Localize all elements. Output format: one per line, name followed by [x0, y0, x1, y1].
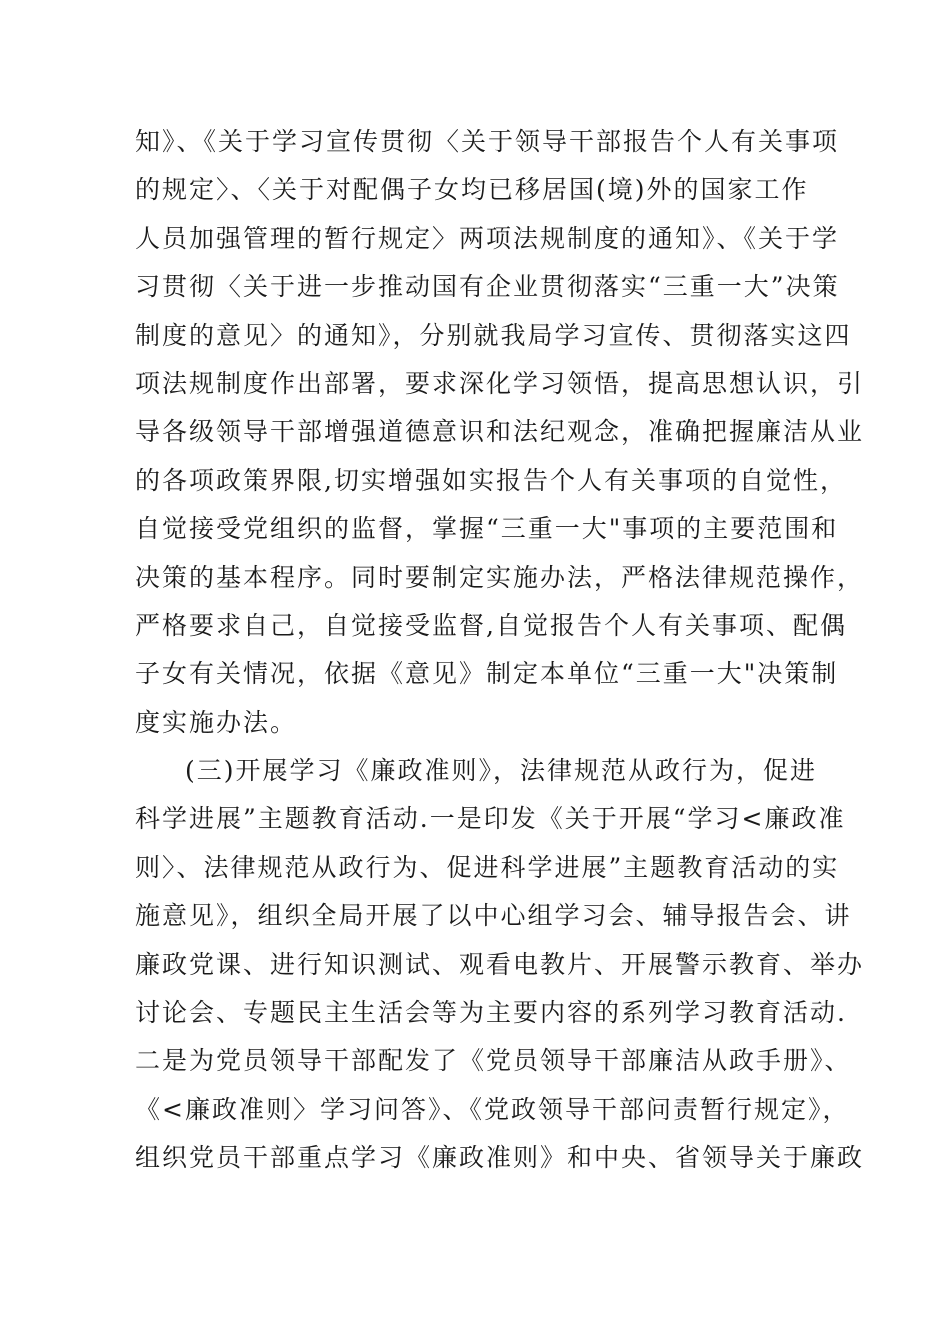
text-line: 则〉、法律规范从政行为、促进科学进展”主题教育活动的实: [135, 852, 840, 882]
text-line: 项法规制度作出部署，要求深化学习领悟，提高思想认识，引: [135, 368, 865, 398]
text-line: 讨论会、专题民主生活会等为主要内容的系列学习教育活动.: [135, 998, 847, 1028]
text-line: 决策的基本程序。同时要制定实施办法，严格法律规范操作，: [135, 562, 865, 592]
text-line: 的规定〉、〈关于对配偶子女均已移居国(境)外的国家工作: [135, 175, 809, 205]
text-line: 《<廉政准则〉学习问答》、《党政领导干部问责暂行规定》，: [135, 1094, 850, 1124]
text-line: 人员加强管理的暂行规定〉两项法规制度的通知》、《关于学: [135, 223, 840, 253]
text-line: 自觉接受党组织的监督，掌握“三重一大"事项的主要范围和: [135, 514, 839, 544]
text-line: 知》、《关于学习宣传贯彻〈关于领导干部报告个人有关事项: [135, 127, 840, 156]
text-line: 施意见》，组织全局开展了以中心组学习会、辅导报告会、讲: [135, 901, 852, 931]
text-line: 廉政党课、进行知识测试、观看电教片、开展警示教育、举办: [135, 949, 865, 979]
text-line: 二是为党员领导干部配发了《党员领导干部廉洁从政手册》、: [135, 1046, 852, 1076]
section-heading-line: (三)开展学习《廉政准则》，法律规范从政行为，促进: [185, 756, 818, 786]
text-line: 习贯彻〈关于进一步推动国有企业贯彻落实“三重一大”决策: [135, 272, 840, 302]
text-line: 度实施办法。: [135, 707, 298, 737]
text-line: 的各项政策界限,切实增强如实报告个人有关事项的自觉性，: [135, 465, 847, 495]
text-line: 制度的意见〉的通知》，分别就我局学习宣传、贯彻落实这四: [135, 320, 852, 350]
text-line: 科学进展”主题教育活动.一是印发《关于开展“学习<廉政准: [135, 804, 846, 834]
text-line: 严格要求自己，自觉接受监督,自觉报告个人有关事项、配偶: [135, 610, 847, 640]
body-text: [135, 118, 865, 1183]
text-line: 导各级领导干部增强道德意识和法纪观念，准确把握廉洁从业: [135, 417, 865, 447]
text-line: 子女有关情况，依据《意见》制定本单位“三重一大"决策制: [135, 659, 839, 689]
text-line: 组织党员干部重点学习《廉政准则》和中央、省领导关于廉政: [135, 1143, 865, 1173]
